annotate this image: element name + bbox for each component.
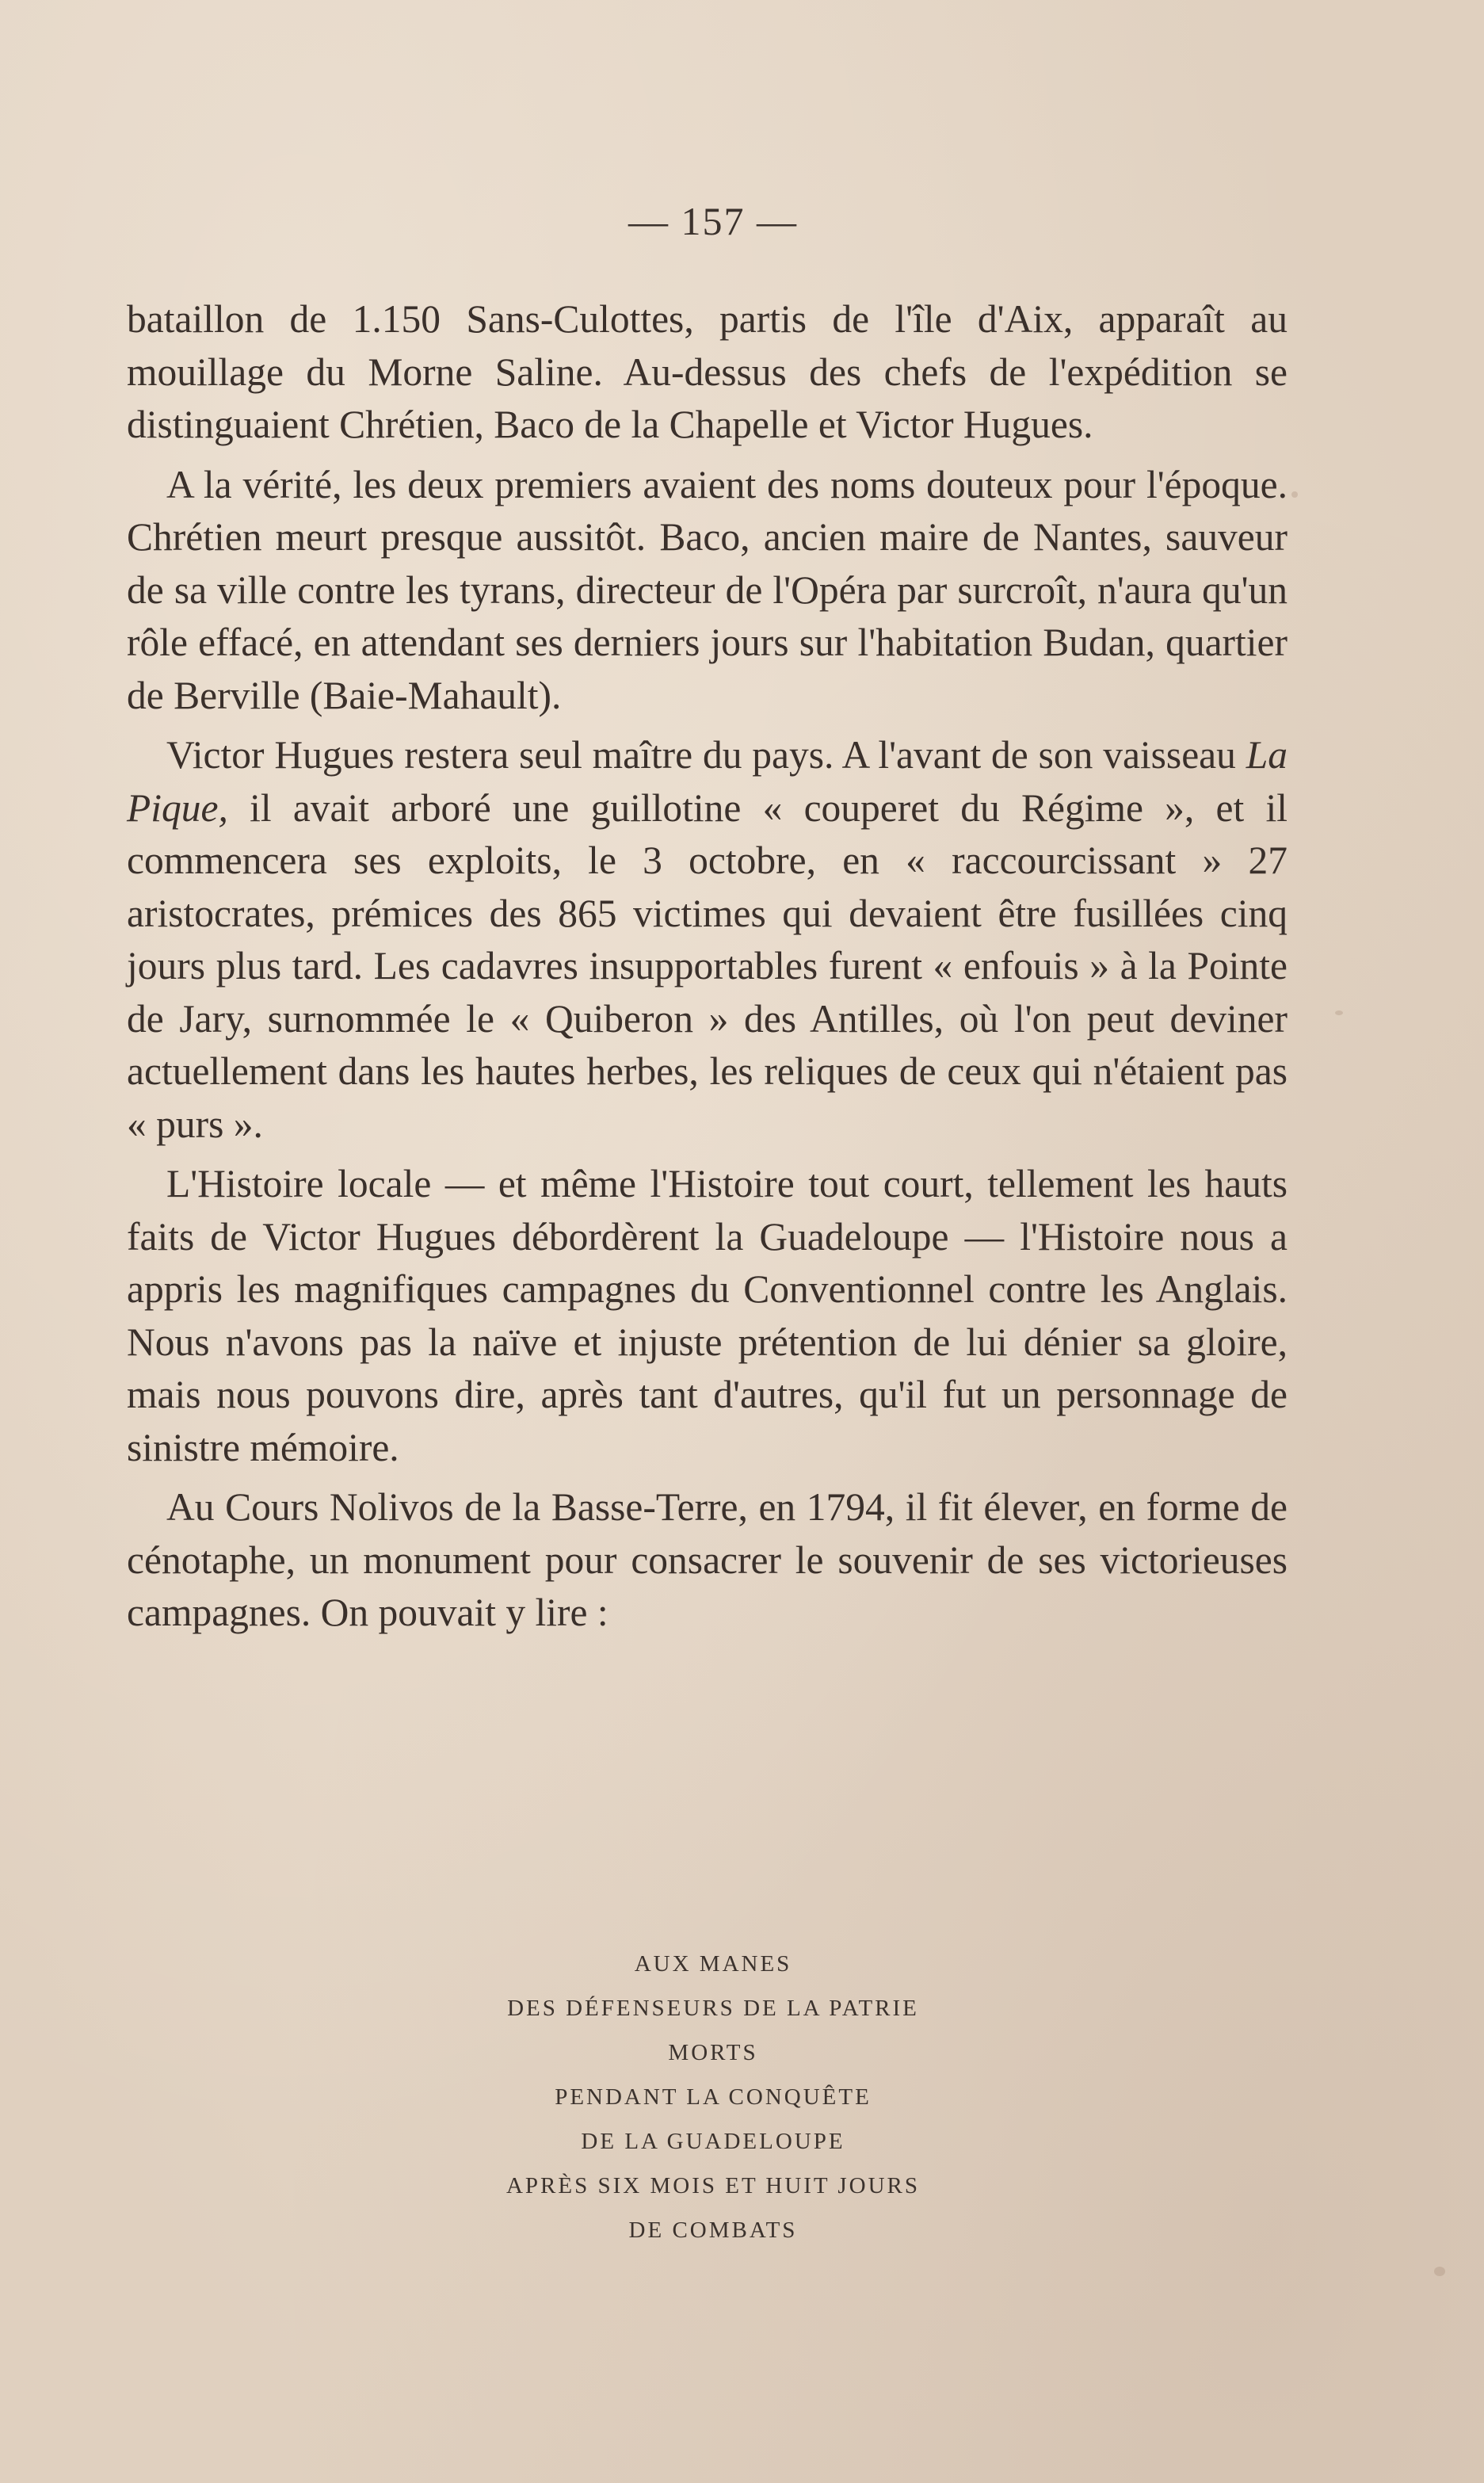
- monument-inscription: [0, 1942, 1426, 2252]
- paragraph-3-start: Victor Hugues restera seul maître du pays. A l'avant de son vaisseau: [166, 733, 1246, 777]
- paper-stain: [1434, 2267, 1445, 2276]
- inscription-line: PENDANT LA CONQUÊTE: [555, 2084, 872, 2110]
- body-text: [127, 293, 1288, 1647]
- inscription-line: APRÈS SIX MOIS ET HUIT JOURS: [505, 2173, 921, 2198]
- paragraph-3: [127, 729, 1288, 1151]
- inscription-line: AUX MANES: [634, 1951, 792, 1977]
- inscription-line: DES DÉFENSEURS DE LA PATRIE: [507, 1996, 919, 2021]
- paragraph-2: A la vérité, les deux premiers avaient des noms douteux pour l'époque. Chrétien meurt presque aussitôt. Baco, ancien maire de Nantes, sauveur de sa ville contre les tyrans, directeur de l'Opéra par surcroît, n'aura qu'un rôle effacé, en attendant ses derniers jours sur l'habitation Budan, quartier de Berville (Baie-Mahault).: [127, 462, 1288, 717]
- paragraph-5: Au Cours Nolivos de la Basse-Terre, en 1794, il fit élever, en forme de cénotaphe, un monument pour consacrer le souvenir de ses victorieuses campagnes. On pouvait y lire :: [127, 1485, 1288, 1634]
- page-number: — 157 —: [628, 199, 798, 243]
- ship-name: La Pique,: [127, 733, 1288, 830]
- inscription-line: DE COMBATS: [628, 2218, 798, 2243]
- paragraph-4: L'Histoire locale — et même l'Histoire tout court, tellement les hauts faits de Victor Hugues débordèrent la Guadeloupe — l'Histoire nous a appris les magnifiques campagnes du Conventionnel contre les Anglais. Nous n'avons pas la naïve et injuste prétention de lui dénier sa gloire, mais nous pouvons dire, après tant d'autres, qu'il fut un personnage de sinistre mémoire.: [127, 1162, 1288, 1469]
- paragraph-1: bataillon de 1.150 Sans-Culottes, partis de l'île d'Aix, apparaît au mouillage du Morne Saline. Au-dessus des chefs de l'expédition se distinguaient Chrétien, Baco de la Chapelle et Victor Hugues.: [127, 297, 1288, 446]
- inscription-line: DE LA GUADELOUPE: [581, 2129, 845, 2154]
- paragraph-3-end: il avait arboré une guillotine « couperet du Régime », et il commencera ses exploits, le 3 octobre, en « raccourcissant » 27 aristocrates, prémices des 865 victimes qui devaient être fusillées cinq jours plus tard. Les cadavres insupportables furent « enfouis » à la Pointe de Jary, surnommée le « Quiberon » des Antilles, où l'on peut deviner actuellement dans les hautes herbes, les reliques de ceux qui n'étaient pas « purs ».: [127, 785, 1288, 1146]
- paper-stain: [1335, 1010, 1343, 1015]
- inscription-line: MORTS: [668, 2040, 758, 2065]
- paper-stain: [1291, 491, 1298, 498]
